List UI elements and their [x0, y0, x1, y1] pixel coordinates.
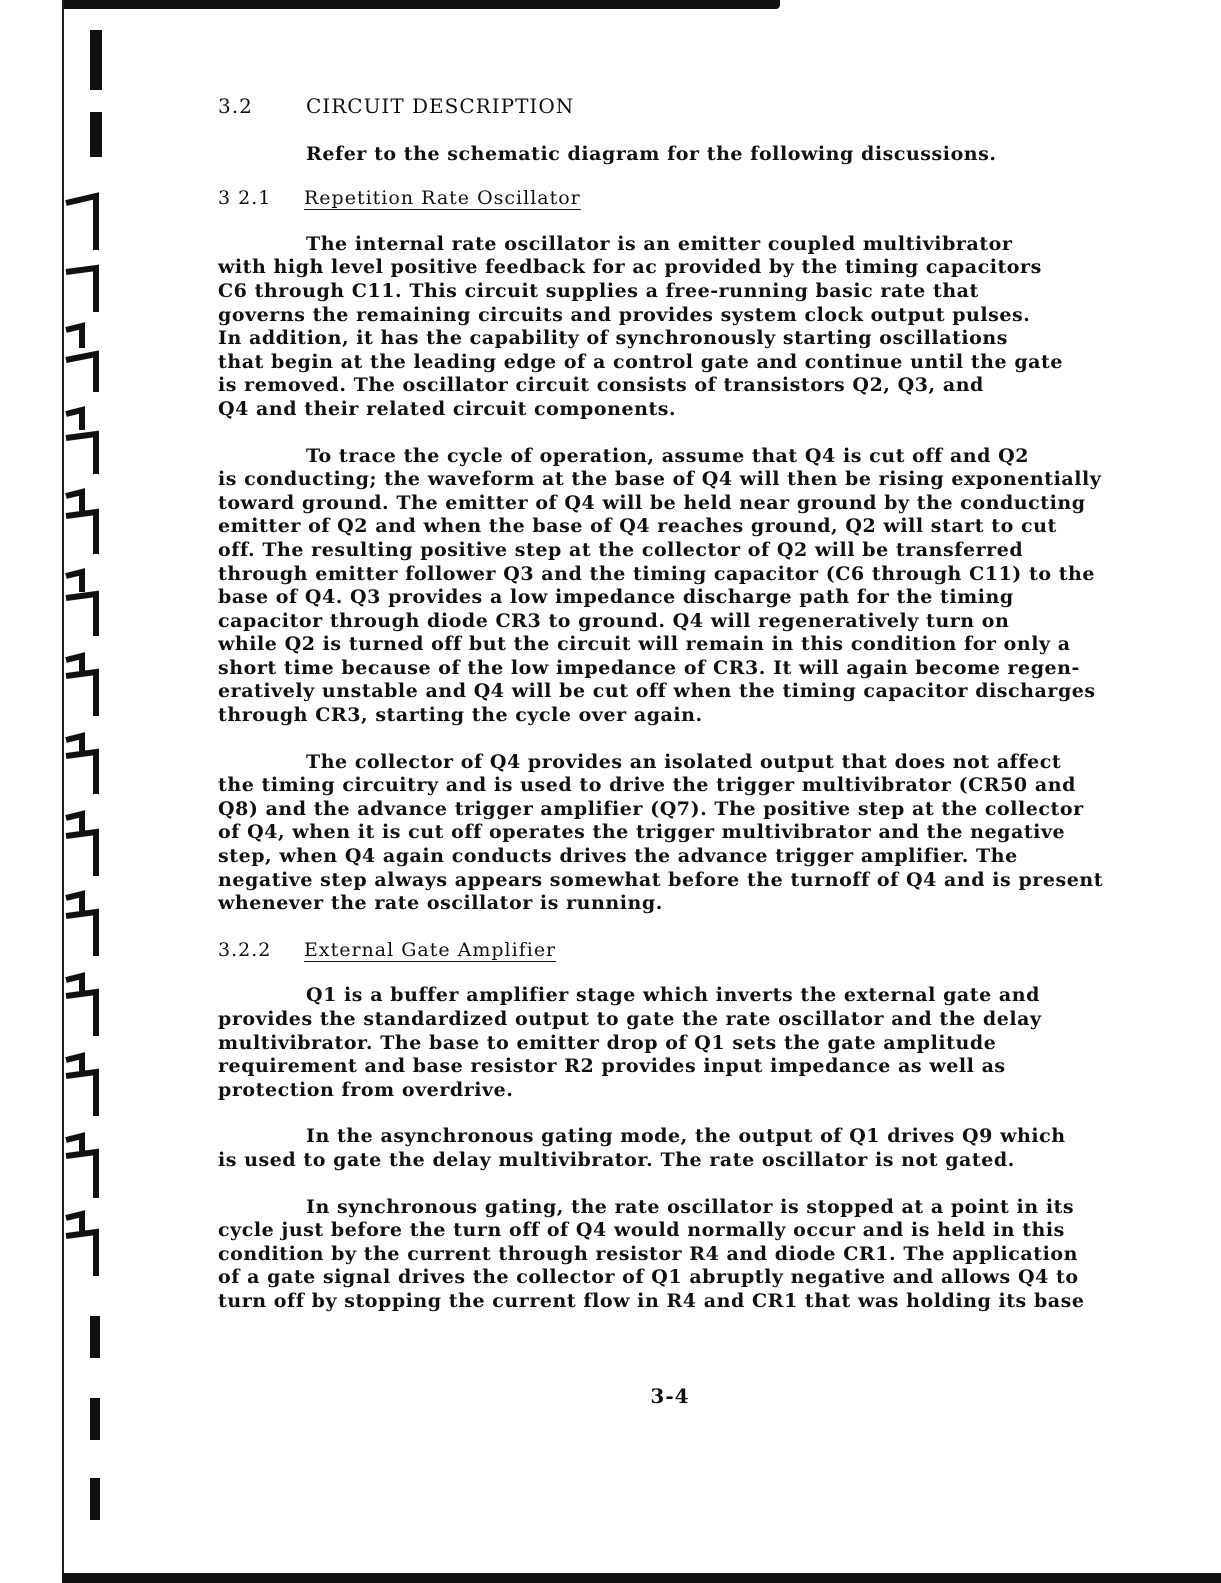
- subsection-number: 3.2.2: [218, 938, 272, 961]
- text-line: In the asynchronous gating mode, the output of Q1 drives Q9 which: [306, 1125, 1066, 1148]
- text-line: To trace the cycle of operation, assume that Q4 is cut off and Q2: [306, 444, 1030, 467]
- text-line: provides the standardized output to gate the rate oscillator and the delay: [218, 1008, 1042, 1030]
- text-line: C6 through C11. This circuit supplies a free-running basic rate that: [218, 279, 979, 302]
- subsection-title: External Gate Amplifier: [304, 938, 557, 961]
- text-line: is conducting; the waveform at the base of Q4 will then be rising exponentially: [218, 468, 1102, 491]
- paragraph: [218, 751, 1168, 916]
- subsection-title: Repetition Rate Oscillator: [304, 187, 581, 210]
- text-line: short time because of the low impedance of CR3. It will again become regen-: [218, 656, 1080, 679]
- text-line: Q8) and the advance trigger amplifier (Q7). The positive step at the collector: [218, 797, 1084, 820]
- text-line: protection from overdrive.: [218, 1078, 514, 1101]
- section-title: CIRCUIT DESCRIPTION: [306, 94, 575, 118]
- text-line: multivibrator. The base to emitter drop of Q1 sets the gate amplitude: [218, 1031, 997, 1054]
- text-line: through CR3, starting the cycle over again.: [218, 704, 703, 727]
- text-line: eratively unstable and Q4 will be cut off when the timing capacitor discharges: [218, 680, 1096, 703]
- paragraph: [218, 233, 1168, 422]
- paragraph: [218, 1125, 1168, 1172]
- text-line: base of Q4. Q3 provides a low impedance discharge path for the timing: [218, 586, 1014, 609]
- text-line: The internal rate oscillator is an emitter coupled multivibrator: [306, 232, 1013, 255]
- text-line: the timing circuitry and is used to drive the trigger multivibrator (CR50 and: [218, 774, 1076, 797]
- text-line: Q1 is a buffer amplifier stage which inverts the external gate and: [306, 984, 1040, 1007]
- text-line: In synchronous gating, the rate oscillator is stopped at a point in its: [306, 1195, 1075, 1218]
- subsection-heading-1: [218, 187, 1168, 211]
- page-number: 3-4: [650, 1384, 690, 1408]
- subsection-number: 3 2.1: [218, 187, 272, 210]
- text-line: toward ground. The emitter of Q4 will be held near ground by the conducting: [218, 491, 1086, 514]
- binder-holes-strip: [0, 0, 110, 1583]
- text-line: through emitter follower Q3 and the timing capacitor (C6 through C11) to the: [218, 562, 1096, 585]
- text-line: cycle just before the turn off of Q4 would normally occur and is held in this: [218, 1219, 1065, 1242]
- text-line: capacitor through diode CR3 to ground. Q4 will regeneratively turn on: [218, 609, 1010, 632]
- subsection-heading-2: [218, 939, 1168, 963]
- text-line: step, when Q4 again conducts drives the advance trigger amplifier. The: [218, 845, 1018, 868]
- section-heading: [218, 95, 1168, 119]
- text-line: emitter of Q2 and when the base of Q4 reaches ground, Q2 will start to cut: [218, 515, 1057, 538]
- paragraph: [218, 1196, 1168, 1314]
- text-line: is removed. The oscillator circuit consists of transistors Q2, Q3, and: [218, 374, 984, 397]
- text-line: turn off by stopping the current flow in R4 and CR1 that was holding its base: [218, 1289, 1085, 1312]
- text-line: governs the remaining circuits and provides system clock output pulses.: [218, 303, 1031, 326]
- text-line: of a gate signal drives the collector of Q1 abruptly negative and allows Q4 to: [218, 1266, 1079, 1289]
- text-line: In addition, it has the capability of synchronously starting oscillations: [218, 327, 1008, 350]
- text-line: The collector of Q4 provides an isolated output that does not affect: [306, 750, 1062, 773]
- paragraph: [218, 445, 1168, 728]
- text-line: with high level positive feedback for ac provided by the timing capacitors: [218, 256, 1042, 279]
- intro-text: Refer to the schematic diagram for the following discussions.: [306, 142, 997, 165]
- text-line: condition by the current through resistor R4 and diode CR1. The application: [218, 1242, 1078, 1265]
- text-line: Q4 and their related circuit components.: [218, 397, 677, 420]
- section-number: 3.2: [218, 94, 253, 118]
- text-line: requirement and base resistor R2 provides input impedance as well as: [218, 1055, 1006, 1078]
- paragraph: [218, 984, 1168, 1102]
- text-line: off. The resulting positive step at the collector of Q2 will be transferred: [218, 538, 1024, 561]
- text-line: of Q4, when it is cut off operates the trigger multivibrator and the negative: [218, 821, 1066, 844]
- text-line: is used to gate the delay multivibrator. The rate oscillator is not gated.: [218, 1148, 1015, 1171]
- scan-top-edge: [62, 0, 780, 9]
- scan-bottom-edge: [62, 1573, 1221, 1583]
- text-line: whenever the rate oscillator is running.: [218, 892, 663, 915]
- text-line: while Q2 is turned off but the circuit will remain in this condition for only a: [218, 633, 1071, 656]
- page-body: [218, 95, 1168, 1337]
- text-line: that begin at the leading edge of a control gate and continue until the gate: [218, 350, 1064, 373]
- text-line: negative step always appears somewhat before the turnoff of Q4 and is present: [218, 868, 1104, 891]
